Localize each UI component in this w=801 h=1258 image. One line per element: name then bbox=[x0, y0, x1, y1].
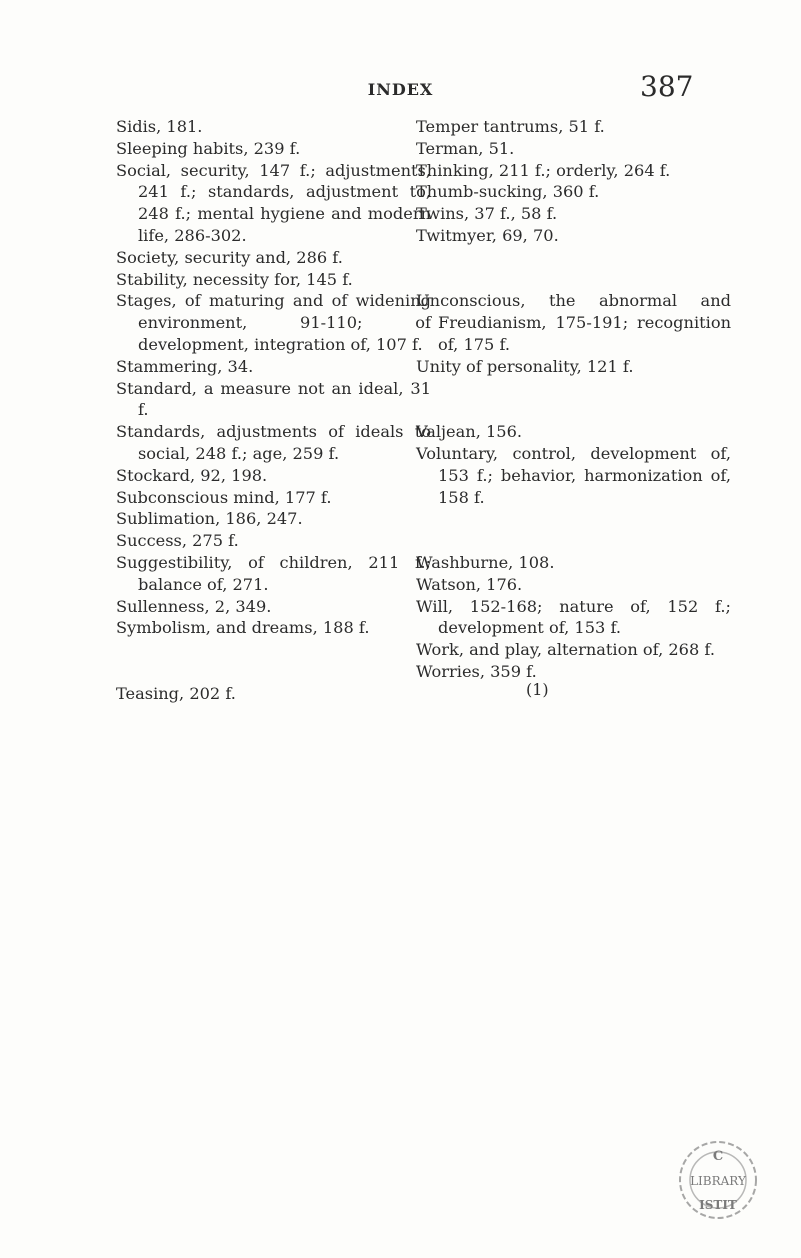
index-entry: Unconscious, the abnormal and Freudianism, 175-191; recognition of, 175 f. bbox=[416, 291, 731, 354]
page-number: 387 bbox=[640, 70, 694, 103]
entries-group-t bbox=[416, 116, 731, 247]
index-entry: Suggestibility, of children, 211 f.; balance of, 271. bbox=[116, 552, 431, 594]
index-entry: Temper tantrums, 51 f. bbox=[416, 117, 605, 136]
index-entry: Symbolism, and dreams, 188 f. bbox=[116, 618, 370, 638]
index-entry: Work, and play, alternation of, 268 f. bbox=[416, 640, 715, 660]
index-entry: Unity of personality, 121 f. bbox=[416, 356, 634, 376]
entries-group-w bbox=[416, 552, 731, 683]
left-entries-a bbox=[116, 116, 431, 639]
index-entry: Sleeping habits, 239 f. bbox=[116, 138, 301, 158]
index-entry: Sublimation, 186, 247. bbox=[116, 509, 303, 529]
index-entry: Stammering, 34. bbox=[116, 356, 254, 376]
section-gap bbox=[416, 508, 731, 552]
index-entry: Sidis, 181. bbox=[116, 117, 203, 136]
stamp-bottom-text: ISTIT bbox=[699, 1198, 737, 1212]
section-gap bbox=[416, 247, 731, 291]
index-entry: Society, security and, 286 f. bbox=[116, 247, 343, 267]
index-entry: Voluntary, control, development of, 153 f.; behavior, harmonization of, 158 f. bbox=[416, 443, 731, 507]
index-entry: Sullenness, 2, 349. bbox=[116, 596, 272, 616]
index-entry: Valjean, 156. bbox=[416, 422, 523, 442]
entries-group-v bbox=[416, 421, 731, 508]
index-entry: Washburne, 108. bbox=[416, 552, 555, 572]
left-column bbox=[116, 116, 431, 705]
index-entry: Will, 152-168; nature of, 152 f.; development of, 153 f. bbox=[416, 596, 731, 638]
stamp-top-text: C bbox=[712, 1149, 724, 1164]
index-entry: Teasing, 202 f. bbox=[116, 683, 236, 703]
index-entry: Twitmyer, 69, 70. bbox=[416, 225, 559, 245]
right-column bbox=[416, 116, 731, 683]
entries-group-u bbox=[416, 290, 731, 377]
index-entry: Success, 275 f. bbox=[116, 531, 239, 551]
section-gap bbox=[416, 378, 731, 422]
index-entry: Worries, 359 f. bbox=[416, 661, 537, 681]
index-entry: Thumb-sucking, 360 f. bbox=[416, 182, 600, 202]
index-entry: Stability, necessity for, 145 f. bbox=[116, 269, 353, 289]
index-entry: Subconscious mind, 177 f. bbox=[116, 487, 332, 507]
index-entry: Standard, a measure not an ideal, 31 f. bbox=[116, 378, 431, 420]
index-entry: Stages, of maturing and of widening environment, 91-110; of development, integration of, 107 f. bbox=[116, 291, 431, 354]
index-entry: Social, security, 147 f.; adjustments, 241 f.; standards, adjustment to, 248 f.; mental hygiene and modern life, 286-302. bbox=[116, 160, 431, 245]
index-entry: Stockard, 92, 198. bbox=[116, 465, 268, 485]
page-title: INDEX bbox=[367, 80, 434, 99]
left-entries-b bbox=[116, 683, 431, 705]
signature-mark: (1) bbox=[526, 680, 549, 699]
section-gap bbox=[116, 639, 431, 683]
index-entry: Watson, 176. bbox=[416, 574, 523, 594]
index-entry: Standards, adjustments of ideals to social, 248 f.; age, 259 f. bbox=[116, 422, 431, 463]
index-entry: Twins, 37 f., 58 f. bbox=[416, 204, 558, 224]
index-entry: Thinking, 211 f.; orderly, 264 f. bbox=[416, 160, 671, 180]
library-stamp bbox=[676, 1138, 760, 1222]
stamp-seal-icon bbox=[676, 1138, 760, 1222]
stamp-middle-text: LIBRARY bbox=[690, 1174, 746, 1188]
index-entry: Terman, 51. bbox=[416, 138, 515, 158]
